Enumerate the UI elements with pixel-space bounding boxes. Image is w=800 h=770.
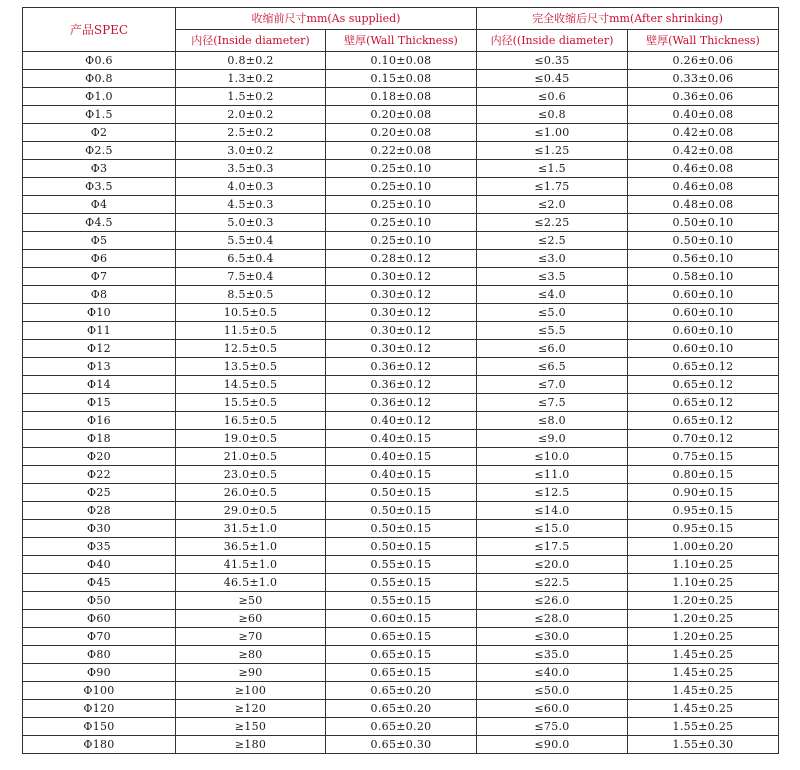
inside-diameter-after-cell: ≤5.0 — [477, 304, 628, 322]
table-row — [23, 628, 779, 646]
inside-diameter-after-cell: ≤30.0 — [477, 628, 628, 646]
spec-cell: Φ22 — [23, 466, 176, 484]
wall-thickness-before-cell: 0.25±0.10 — [326, 232, 477, 250]
wall-thickness-after-cell: 0.65±0.12 — [628, 376, 779, 394]
wall-thickness-before-cell: 0.40±0.15 — [326, 466, 477, 484]
wall-thickness-after-cell: 0.75±0.15 — [628, 448, 779, 466]
wall-thickness-after-header: 壁厚(Wall Thickness) — [628, 30, 779, 52]
inside-diameter-before-cell: 1.3±0.2 — [176, 70, 326, 88]
table-row — [23, 664, 779, 682]
wall-thickness-after-cell: 1.20±0.25 — [628, 610, 779, 628]
inside-diameter-before-cell: 11.5±0.5 — [176, 322, 326, 340]
spec-cell: Φ14 — [23, 376, 176, 394]
inside-diameter-after-cell: ≤14.0 — [477, 502, 628, 520]
spec-cell: Φ180 — [23, 736, 176, 754]
inside-diameter-after-cell: ≤6.0 — [477, 340, 628, 358]
inside-diameter-before-cell: ≥120 — [176, 700, 326, 718]
table-row — [23, 430, 779, 448]
inside-diameter-before-cell: ≥80 — [176, 646, 326, 664]
spec-cell: Φ15 — [23, 394, 176, 412]
table-row — [23, 70, 779, 88]
wall-thickness-after-cell: 0.26±0.06 — [628, 52, 779, 70]
inside-diameter-before-cell: 21.0±0.5 — [176, 448, 326, 466]
wall-thickness-before-cell: 0.65±0.30 — [326, 736, 477, 754]
wall-thickness-before-cell: 0.50±0.15 — [326, 484, 477, 502]
inside-diameter-before-cell: ≥90 — [176, 664, 326, 682]
inside-diameter-after-cell: ≤0.35 — [477, 52, 628, 70]
wall-thickness-before-cell: 0.18±0.08 — [326, 88, 477, 106]
inside-diameter-after-cell: ≤20.0 — [477, 556, 628, 574]
spec-cell: Φ100 — [23, 682, 176, 700]
wall-thickness-before-cell: 0.36±0.12 — [326, 376, 477, 394]
table-row — [23, 448, 779, 466]
table-row — [23, 520, 779, 538]
wall-thickness-after-cell: 1.45±0.25 — [628, 700, 779, 718]
inside-diameter-after-cell: ≤90.0 — [477, 736, 628, 754]
inside-diameter-before-cell: 29.0±0.5 — [176, 502, 326, 520]
wall-thickness-after-cell: 0.42±0.08 — [628, 124, 779, 142]
wall-thickness-before-cell: 0.25±0.10 — [326, 160, 477, 178]
table-row — [23, 610, 779, 628]
wall-thickness-after-cell: 1.10±0.25 — [628, 574, 779, 592]
spec-cell: Φ12 — [23, 340, 176, 358]
wall-thickness-after-cell: 0.80±0.15 — [628, 466, 779, 484]
table-row — [23, 178, 779, 196]
spec-cell: Φ70 — [23, 628, 176, 646]
spec-cell: Φ120 — [23, 700, 176, 718]
inside-diameter-after-cell: ≤1.75 — [477, 178, 628, 196]
inside-diameter-after-cell: ≤7.5 — [477, 394, 628, 412]
wall-thickness-before-cell: 0.40±0.15 — [326, 448, 477, 466]
table-row — [23, 592, 779, 610]
inside-diameter-after-cell: ≤35.0 — [477, 646, 628, 664]
inside-diameter-after-cell: ≤28.0 — [477, 610, 628, 628]
inside-diameter-before-cell: 36.5±1.0 — [176, 538, 326, 556]
table-row — [23, 502, 779, 520]
table-row — [23, 142, 779, 160]
inside-diameter-after-cell: ≤6.5 — [477, 358, 628, 376]
inside-diameter-before-cell: 4.5±0.3 — [176, 196, 326, 214]
wall-thickness-before-cell: 0.60±0.15 — [326, 610, 477, 628]
wall-thickness-after-cell: 1.45±0.25 — [628, 682, 779, 700]
inside-diameter-after-cell: ≤5.5 — [477, 322, 628, 340]
spec-cell: Φ8 — [23, 286, 176, 304]
wall-thickness-after-cell: 0.95±0.15 — [628, 502, 779, 520]
wall-thickness-after-cell: 1.55±0.30 — [628, 736, 779, 754]
table-body — [23, 52, 779, 754]
wall-thickness-before-cell: 0.65±0.20 — [326, 718, 477, 736]
spec-cell: Φ11 — [23, 322, 176, 340]
inside-diameter-after-cell: ≤9.0 — [477, 430, 628, 448]
wall-thickness-after-cell: 1.20±0.25 — [628, 592, 779, 610]
as-supplied-header: 收缩前尺寸mm(As supplied) — [176, 8, 477, 30]
spec-cell: Φ50 — [23, 592, 176, 610]
wall-thickness-before-cell: 0.30±0.12 — [326, 304, 477, 322]
wall-thickness-after-cell: 0.58±0.10 — [628, 268, 779, 286]
wall-thickness-after-cell: 0.95±0.15 — [628, 520, 779, 538]
wall-thickness-after-cell: 1.20±0.25 — [628, 628, 779, 646]
inside-diameter-before-cell: 3.0±0.2 — [176, 142, 326, 160]
inside-diameter-after-cell: ≤0.6 — [477, 88, 628, 106]
inside-diameter-after-cell: ≤17.5 — [477, 538, 628, 556]
spec-header: 产品SPEC — [23, 8, 176, 52]
table-row — [23, 232, 779, 250]
spec-cell: Φ0.6 — [23, 52, 176, 70]
table-row — [23, 376, 779, 394]
wall-thickness-after-cell: 1.55±0.25 — [628, 718, 779, 736]
wall-thickness-after-cell: 0.46±0.08 — [628, 160, 779, 178]
spec-cell: Φ1.0 — [23, 88, 176, 106]
wall-thickness-after-cell: 0.60±0.10 — [628, 286, 779, 304]
table-row — [23, 412, 779, 430]
inside-diameter-before-cell: 1.5±0.2 — [176, 88, 326, 106]
inside-diameter-before-cell: 2.5±0.2 — [176, 124, 326, 142]
spec-cell: Φ13 — [23, 358, 176, 376]
inside-diameter-before-cell: 12.5±0.5 — [176, 340, 326, 358]
table-row — [23, 736, 779, 754]
wall-thickness-before-cell: 0.65±0.20 — [326, 700, 477, 718]
inside-diameter-before-cell: 31.5±1.0 — [176, 520, 326, 538]
wall-thickness-after-cell: 0.90±0.15 — [628, 484, 779, 502]
spec-table — [22, 7, 779, 754]
wall-thickness-before-cell: 0.65±0.15 — [326, 646, 477, 664]
table-row — [23, 538, 779, 556]
table-row — [23, 484, 779, 502]
inside-diameter-before-cell: 26.0±0.5 — [176, 484, 326, 502]
inside-diameter-after-cell: ≤7.0 — [477, 376, 628, 394]
spec-cell: Φ25 — [23, 484, 176, 502]
wall-thickness-before-cell: 0.50±0.15 — [326, 538, 477, 556]
inside-diameter-before-cell: 3.5±0.3 — [176, 160, 326, 178]
wall-thickness-before-cell: 0.25±0.10 — [326, 196, 477, 214]
spec-cell: Φ3 — [23, 160, 176, 178]
inside-diameter-before-cell: ≥60 — [176, 610, 326, 628]
spec-cell: Φ2.5 — [23, 142, 176, 160]
inside-diameter-before-cell: 46.5±1.0 — [176, 574, 326, 592]
spec-cell: Φ150 — [23, 718, 176, 736]
inside-diameter-after-cell: ≤75.0 — [477, 718, 628, 736]
table-row — [23, 214, 779, 232]
inside-diameter-after-header: 内径((Inside diameter) — [477, 30, 628, 52]
table-row — [23, 682, 779, 700]
wall-thickness-after-cell: 0.50±0.10 — [628, 214, 779, 232]
wall-thickness-after-cell: 0.70±0.12 — [628, 430, 779, 448]
table-row — [23, 556, 779, 574]
inside-diameter-after-cell: ≤22.5 — [477, 574, 628, 592]
wall-thickness-before-cell: 0.30±0.12 — [326, 322, 477, 340]
spec-cell: Φ28 — [23, 502, 176, 520]
spec-cell: Φ80 — [23, 646, 176, 664]
inside-diameter-before-cell: 5.0±0.3 — [176, 214, 326, 232]
inside-diameter-before-cell: 2.0±0.2 — [176, 106, 326, 124]
wall-thickness-before-cell: 0.20±0.08 — [326, 124, 477, 142]
inside-diameter-before-cell: ≥150 — [176, 718, 326, 736]
wall-thickness-before-cell: 0.30±0.12 — [326, 340, 477, 358]
inside-diameter-before-cell: 13.5±0.5 — [176, 358, 326, 376]
inside-diameter-after-cell: ≤40.0 — [477, 664, 628, 682]
table-row — [23, 574, 779, 592]
wall-thickness-after-cell: 1.45±0.25 — [628, 646, 779, 664]
spec-cell: Φ60 — [23, 610, 176, 628]
inside-diameter-after-cell: ≤10.0 — [477, 448, 628, 466]
table-row — [23, 340, 779, 358]
spec-cell: Φ0.8 — [23, 70, 176, 88]
table-row — [23, 466, 779, 484]
table-row — [23, 394, 779, 412]
wall-thickness-after-cell: 0.50±0.10 — [628, 232, 779, 250]
spec-cell: Φ90 — [23, 664, 176, 682]
inside-diameter-before-cell: 7.5±0.4 — [176, 268, 326, 286]
wall-thickness-after-cell: 0.65±0.12 — [628, 394, 779, 412]
table-row — [23, 286, 779, 304]
inside-diameter-after-cell: ≤26.0 — [477, 592, 628, 610]
table-row — [23, 322, 779, 340]
wall-thickness-after-cell: 1.00±0.20 — [628, 538, 779, 556]
inside-diameter-before-cell: ≥50 — [176, 592, 326, 610]
wall-thickness-before-cell: 0.40±0.15 — [326, 430, 477, 448]
spec-cell: Φ30 — [23, 520, 176, 538]
wall-thickness-before-cell: 0.50±0.15 — [326, 520, 477, 538]
inside-diameter-after-cell: ≤2.0 — [477, 196, 628, 214]
inside-diameter-before-cell: ≥180 — [176, 736, 326, 754]
wall-thickness-before-cell: 0.65±0.20 — [326, 682, 477, 700]
inside-diameter-before-header: 内径(Inside diameter) — [176, 30, 326, 52]
wall-thickness-after-cell: 0.60±0.10 — [628, 322, 779, 340]
wall-thickness-before-cell: 0.65±0.15 — [326, 628, 477, 646]
inside-diameter-before-cell: 6.5±0.4 — [176, 250, 326, 268]
wall-thickness-before-header: 壁厚(Wall Thickness) — [326, 30, 477, 52]
inside-diameter-after-cell: ≤3.0 — [477, 250, 628, 268]
wall-thickness-after-cell: 0.60±0.10 — [628, 340, 779, 358]
wall-thickness-before-cell: 0.55±0.15 — [326, 592, 477, 610]
spec-cell: Φ6 — [23, 250, 176, 268]
wall-thickness-after-cell: 1.45±0.25 — [628, 664, 779, 682]
wall-thickness-after-cell: 0.65±0.12 — [628, 412, 779, 430]
table-row — [23, 196, 779, 214]
wall-thickness-after-cell: 0.36±0.06 — [628, 88, 779, 106]
wall-thickness-after-cell: 0.42±0.08 — [628, 142, 779, 160]
inside-diameter-after-cell: ≤3.5 — [477, 268, 628, 286]
wall-thickness-before-cell: 0.36±0.12 — [326, 358, 477, 376]
inside-diameter-after-cell: ≤11.0 — [477, 466, 628, 484]
wall-thickness-before-cell: 0.36±0.12 — [326, 394, 477, 412]
wall-thickness-before-cell: 0.10±0.08 — [326, 52, 477, 70]
wall-thickness-after-cell: 0.65±0.12 — [628, 358, 779, 376]
inside-diameter-before-cell: 10.5±0.5 — [176, 304, 326, 322]
wall-thickness-before-cell: 0.15±0.08 — [326, 70, 477, 88]
inside-diameter-before-cell: 14.5±0.5 — [176, 376, 326, 394]
spec-cell: Φ40 — [23, 556, 176, 574]
wall-thickness-after-cell: 0.33±0.06 — [628, 70, 779, 88]
table-row — [23, 124, 779, 142]
inside-diameter-before-cell: ≥100 — [176, 682, 326, 700]
table-row — [23, 718, 779, 736]
inside-diameter-before-cell: 15.5±0.5 — [176, 394, 326, 412]
inside-diameter-before-cell: 41.5±1.0 — [176, 556, 326, 574]
spec-cell: Φ10 — [23, 304, 176, 322]
wall-thickness-before-cell: 0.28±0.12 — [326, 250, 477, 268]
table-row — [23, 700, 779, 718]
table-row — [23, 646, 779, 664]
wall-thickness-after-cell: 0.48±0.08 — [628, 196, 779, 214]
spec-cell: Φ35 — [23, 538, 176, 556]
spec-cell: Φ16 — [23, 412, 176, 430]
wall-thickness-after-cell: 0.60±0.10 — [628, 304, 779, 322]
inside-diameter-before-cell: 8.5±0.5 — [176, 286, 326, 304]
inside-diameter-after-cell: ≤1.00 — [477, 124, 628, 142]
inside-diameter-before-cell: 19.0±0.5 — [176, 430, 326, 448]
wall-thickness-before-cell: 0.25±0.10 — [326, 178, 477, 196]
wall-thickness-after-cell: 0.46±0.08 — [628, 178, 779, 196]
table-row — [23, 88, 779, 106]
spec-cell: Φ1.5 — [23, 106, 176, 124]
table-row — [23, 268, 779, 286]
spec-cell: Φ45 — [23, 574, 176, 592]
wall-thickness-before-cell: 0.55±0.15 — [326, 574, 477, 592]
wall-thickness-after-cell: 1.10±0.25 — [628, 556, 779, 574]
wall-thickness-after-cell: 0.56±0.10 — [628, 250, 779, 268]
wall-thickness-before-cell: 0.55±0.15 — [326, 556, 477, 574]
spec-cell: Φ20 — [23, 448, 176, 466]
inside-diameter-after-cell: ≤2.25 — [477, 214, 628, 232]
wall-thickness-before-cell: 0.40±0.12 — [326, 412, 477, 430]
wall-thickness-before-cell: 0.65±0.15 — [326, 664, 477, 682]
spec-cell: Φ2 — [23, 124, 176, 142]
inside-diameter-before-cell: 23.0±0.5 — [176, 466, 326, 484]
inside-diameter-after-cell: ≤0.8 — [477, 106, 628, 124]
spec-cell: Φ3.5 — [23, 178, 176, 196]
wall-thickness-before-cell: 0.50±0.15 — [326, 502, 477, 520]
inside-diameter-after-cell: ≤1.5 — [477, 160, 628, 178]
inside-diameter-after-cell: ≤50.0 — [477, 682, 628, 700]
table-row — [23, 106, 779, 124]
inside-diameter-before-cell: 5.5±0.4 — [176, 232, 326, 250]
inside-diameter-after-cell: ≤2.5 — [477, 232, 628, 250]
wall-thickness-before-cell: 0.25±0.10 — [326, 214, 477, 232]
wall-thickness-after-cell: 0.40±0.08 — [628, 106, 779, 124]
inside-diameter-after-cell: ≤0.45 — [477, 70, 628, 88]
table-row — [23, 52, 779, 70]
table-row — [23, 358, 779, 376]
table-row — [23, 304, 779, 322]
inside-diameter-after-cell: ≤1.25 — [477, 142, 628, 160]
inside-diameter-after-cell: ≤8.0 — [477, 412, 628, 430]
spec-cell: Φ4.5 — [23, 214, 176, 232]
inside-diameter-after-cell: ≤12.5 — [477, 484, 628, 502]
inside-diameter-before-cell: ≥70 — [176, 628, 326, 646]
wall-thickness-before-cell: 0.20±0.08 — [326, 106, 477, 124]
table-row — [23, 250, 779, 268]
inside-diameter-before-cell: 16.5±0.5 — [176, 412, 326, 430]
spec-cell: Φ4 — [23, 196, 176, 214]
table-header — [23, 8, 779, 52]
inside-diameter-after-cell: ≤15.0 — [477, 520, 628, 538]
wall-thickness-before-cell: 0.30±0.12 — [326, 268, 477, 286]
inside-diameter-after-cell: ≤4.0 — [477, 286, 628, 304]
after-shrinking-header: 完全收缩后尺寸mm(After shrinking) — [477, 8, 779, 30]
wall-thickness-before-cell: 0.22±0.08 — [326, 142, 477, 160]
spec-cell: Φ18 — [23, 430, 176, 448]
inside-diameter-before-cell: 4.0±0.3 — [176, 178, 326, 196]
inside-diameter-after-cell: ≤60.0 — [477, 700, 628, 718]
spec-cell: Φ5 — [23, 232, 176, 250]
wall-thickness-before-cell: 0.30±0.12 — [326, 286, 477, 304]
table-row — [23, 160, 779, 178]
spec-cell: Φ7 — [23, 268, 176, 286]
inside-diameter-before-cell: 0.8±0.2 — [176, 52, 326, 70]
